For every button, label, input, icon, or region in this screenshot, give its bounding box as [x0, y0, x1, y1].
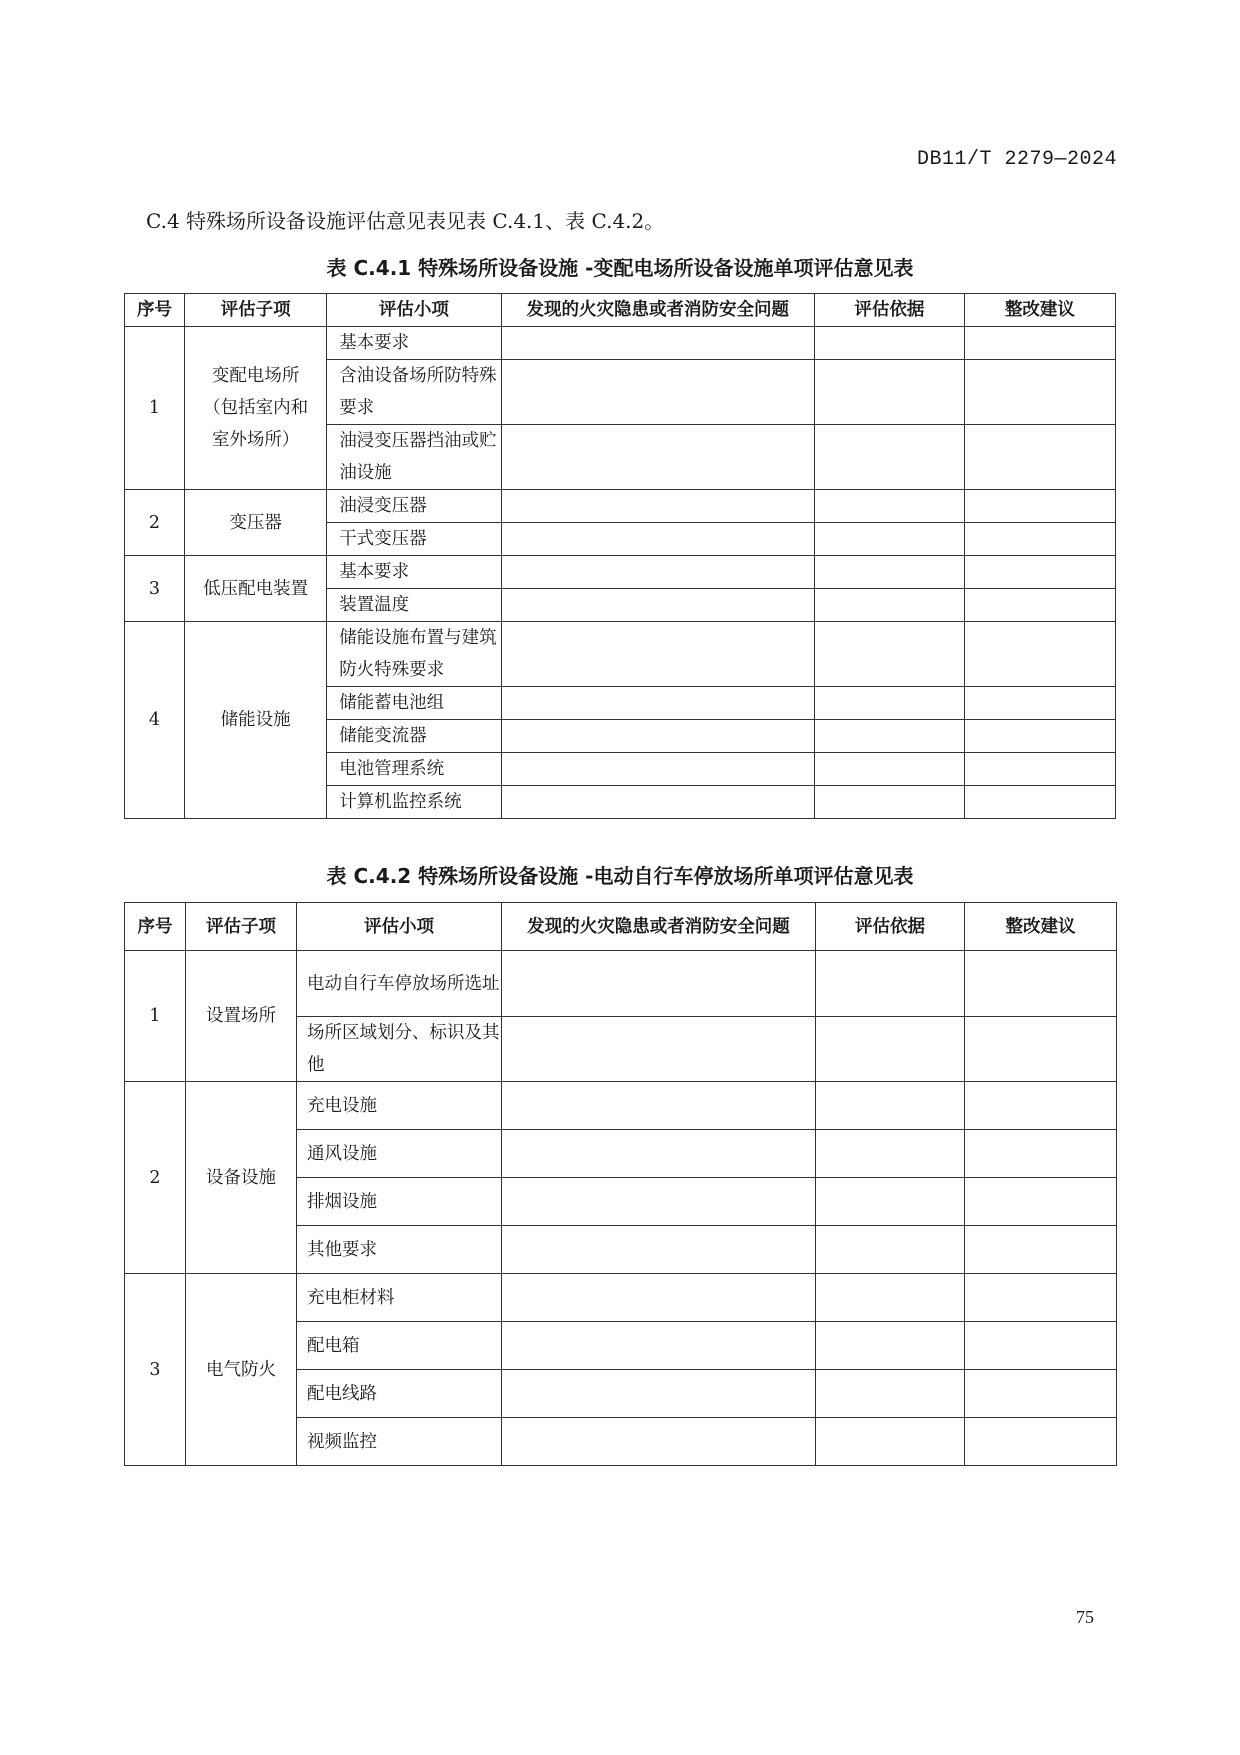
basis-cell[interactable]	[816, 1226, 965, 1274]
eval-item: 低压配电装置	[184, 556, 326, 622]
suggestion-cell[interactable]	[964, 360, 1115, 425]
issues-cell[interactable]	[501, 490, 814, 523]
eval-item: 设置场所	[186, 951, 297, 1082]
issues-cell[interactable]	[501, 753, 814, 786]
issues-cell[interactable]	[501, 425, 814, 490]
suggestion-cell[interactable]	[965, 1418, 1117, 1466]
issues-cell[interactable]	[501, 786, 814, 819]
eval-subitem: 充电柜材料	[297, 1274, 502, 1322]
suggestion-cell[interactable]	[964, 490, 1115, 523]
issues-cell[interactable]	[501, 523, 814, 556]
suggestion-cell[interactable]	[965, 1274, 1117, 1322]
table-c42	[124, 902, 1117, 1466]
header-subitem: 评估小项	[327, 294, 501, 327]
row-number: 4	[125, 622, 185, 819]
eval-subitem: 电动自行车停放场所选址	[297, 951, 502, 1017]
eval-subitem: 装置温度	[327, 589, 501, 622]
basis-cell[interactable]	[814, 589, 964, 622]
issues-cell[interactable]	[501, 687, 814, 720]
eval-item: 电气防火	[186, 1274, 297, 1466]
basis-cell[interactable]	[814, 687, 964, 720]
issues-cell[interactable]	[501, 556, 814, 589]
row-number: 3	[125, 556, 185, 622]
eval-subitem: 通风设施	[297, 1130, 502, 1178]
header-issues: 发现的火灾隐患或者消防安全问题	[502, 903, 816, 951]
row-number: 2	[125, 490, 185, 556]
issues-cell[interactable]	[502, 1017, 816, 1082]
basis-cell[interactable]	[814, 327, 964, 360]
basis-cell[interactable]	[816, 1178, 965, 1226]
issues-cell[interactable]	[501, 622, 814, 687]
eval-subitem: 视频监控	[297, 1418, 502, 1466]
table-c41	[124, 293, 1116, 819]
suggestion-cell[interactable]	[964, 589, 1115, 622]
basis-cell[interactable]	[814, 786, 964, 819]
issues-cell[interactable]	[501, 720, 814, 753]
issues-cell[interactable]	[502, 1178, 816, 1226]
issues-cell[interactable]	[502, 1274, 816, 1322]
basis-cell[interactable]	[814, 622, 964, 687]
eval-subitem: 储能设施布置与建筑防火特殊要求	[327, 622, 501, 687]
suggestion-cell[interactable]	[965, 1017, 1117, 1082]
header-basis: 评估依据	[816, 903, 965, 951]
header-issues: 发现的火灾隐患或者消防安全问题	[501, 294, 814, 327]
issues-cell[interactable]	[502, 1130, 816, 1178]
row-number: 1	[125, 327, 185, 490]
eval-subitem: 储能变流器	[327, 720, 501, 753]
table-row	[125, 556, 1116, 589]
basis-cell[interactable]	[816, 1370, 965, 1418]
issues-cell[interactable]	[502, 951, 816, 1017]
suggestion-cell[interactable]	[964, 327, 1115, 360]
suggestion-cell[interactable]	[965, 1370, 1117, 1418]
basis-cell[interactable]	[816, 1322, 965, 1370]
suggestion-cell[interactable]	[965, 1082, 1117, 1130]
eval-subitem: 充电设施	[297, 1082, 502, 1130]
suggestion-cell[interactable]	[964, 622, 1115, 687]
issues-cell[interactable]	[502, 1322, 816, 1370]
eval-item: 变压器	[184, 490, 326, 556]
eval-subitem: 干式变压器	[327, 523, 501, 556]
basis-cell[interactable]	[814, 523, 964, 556]
eval-item: 变配电场所（包括室内和室外场所）	[184, 327, 326, 490]
suggestion-cell[interactable]	[964, 523, 1115, 556]
row-number: 2	[125, 1082, 186, 1274]
basis-cell[interactable]	[816, 1418, 965, 1466]
eval-subitem: 油浸变压器挡油或贮油设施	[327, 425, 501, 490]
section-intro: C.4 特殊场所设备设施评估意见表见表 C.4.1、表 C.4.2。	[146, 209, 665, 233]
suggestion-cell[interactable]	[964, 556, 1115, 589]
suggestion-cell[interactable]	[965, 1130, 1117, 1178]
eval-subitem: 含油设备场所防特殊要求	[327, 360, 501, 425]
eval-subitem: 配电线路	[297, 1370, 502, 1418]
eval-item: 储能设施	[184, 622, 326, 819]
table-header-row	[125, 903, 1117, 951]
eval-subitem: 基本要求	[327, 327, 501, 360]
eval-subitem: 配电箱	[297, 1322, 502, 1370]
suggestion-cell[interactable]	[964, 720, 1115, 753]
suggestion-cell[interactable]	[965, 1322, 1117, 1370]
eval-subitem: 基本要求	[327, 556, 501, 589]
suggestion-cell[interactable]	[964, 786, 1115, 819]
issues-cell[interactable]	[502, 1370, 816, 1418]
basis-cell[interactable]	[814, 425, 964, 490]
issues-cell[interactable]	[501, 360, 814, 425]
table-row	[125, 327, 1116, 360]
issues-cell[interactable]	[501, 589, 814, 622]
basis-cell[interactable]	[816, 1274, 965, 1322]
table-row	[125, 951, 1117, 1017]
suggestion-cell[interactable]	[965, 1178, 1117, 1226]
row-number: 3	[125, 1274, 186, 1466]
table-row	[125, 622, 1116, 687]
eval-subitem: 其他要求	[297, 1226, 502, 1274]
suggestion-cell[interactable]	[964, 753, 1115, 786]
basis-cell[interactable]	[814, 490, 964, 523]
table-header-row	[125, 294, 1116, 327]
table2-caption: 表 C.4.2 特殊场所设备设施 -电动自行车停放场所单项评估意见表	[326, 864, 914, 888]
header-basis: 评估依据	[814, 294, 964, 327]
suggestion-cell[interactable]	[965, 1226, 1117, 1274]
header-suggestion: 整改建议	[965, 903, 1117, 951]
header-item: 评估子项	[186, 903, 297, 951]
table1-caption: 表 C.4.1 特殊场所设备设施 -变配电场所设备设施单项评估意见表	[326, 256, 914, 280]
table-row	[125, 1274, 1117, 1322]
header-item: 评估子项	[184, 294, 326, 327]
basis-cell[interactable]	[814, 753, 964, 786]
basis-cell[interactable]	[814, 360, 964, 425]
eval-subitem: 油浸变压器	[327, 490, 501, 523]
header-no: 序号	[125, 294, 185, 327]
issues-cell[interactable]	[501, 327, 814, 360]
suggestion-cell[interactable]	[965, 951, 1117, 1017]
basis-cell[interactable]	[814, 556, 964, 589]
eval-subitem: 计算机监控系统	[327, 786, 501, 819]
table-row	[125, 490, 1116, 523]
eval-subitem: 电池管理系统	[327, 753, 501, 786]
table-row	[125, 1082, 1117, 1130]
basis-cell[interactable]	[816, 951, 965, 1017]
header-suggestion: 整改建议	[964, 294, 1115, 327]
document-id: DB11/T 2279—2024	[916, 148, 1117, 171]
basis-cell[interactable]	[816, 1130, 965, 1178]
suggestion-cell[interactable]	[964, 425, 1115, 490]
header-no: 序号	[125, 903, 186, 951]
issues-cell[interactable]	[502, 1082, 816, 1130]
eval-subitem: 储能蓄电池组	[327, 687, 501, 720]
eval-subitem: 排烟设施	[297, 1178, 502, 1226]
issues-cell[interactable]	[502, 1226, 816, 1274]
issues-cell[interactable]	[502, 1418, 816, 1466]
basis-cell[interactable]	[814, 720, 964, 753]
eval-item: 设备设施	[186, 1082, 297, 1274]
header-subitem: 评估小项	[297, 903, 502, 951]
eval-subitem: 场所区域划分、标识及其他	[297, 1017, 502, 1082]
suggestion-cell[interactable]	[964, 687, 1115, 720]
row-number: 1	[125, 951, 186, 1082]
basis-cell[interactable]	[816, 1082, 965, 1130]
page-number: 75	[1076, 1607, 1094, 1627]
basis-cell[interactable]	[816, 1017, 965, 1082]
